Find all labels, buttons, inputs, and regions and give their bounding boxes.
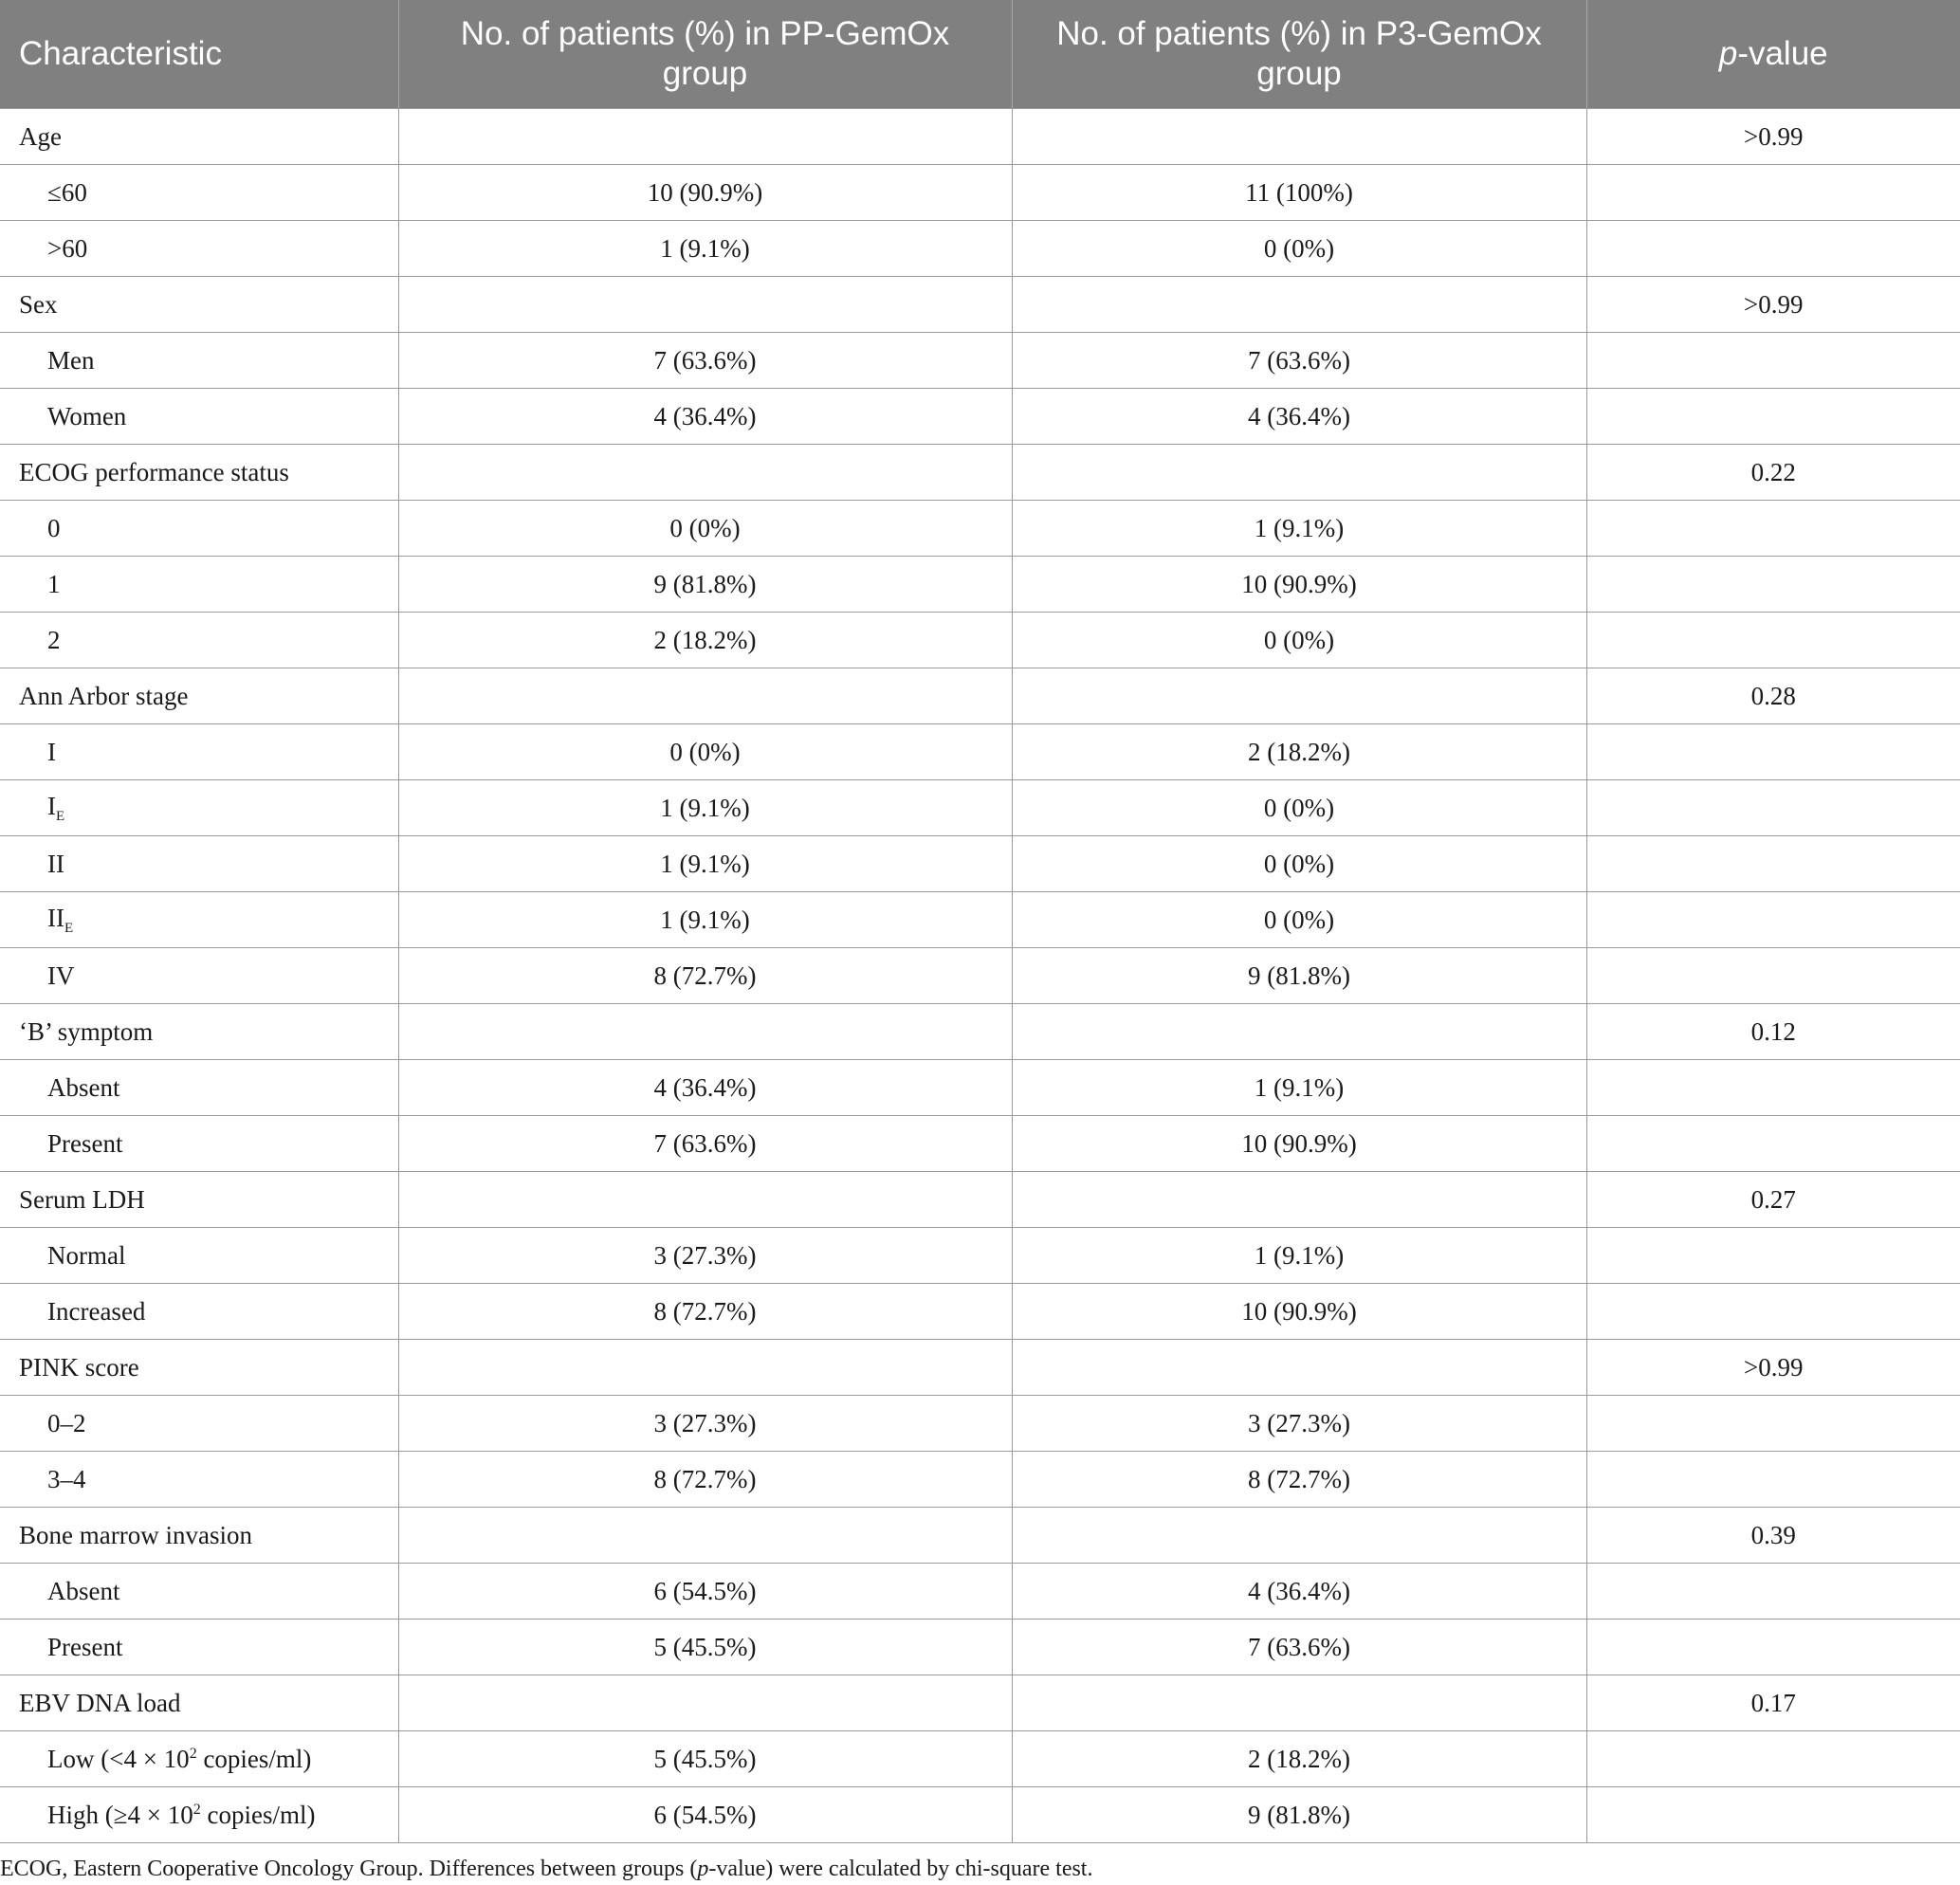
pp-gemox-cell: 10 (90.9%): [398, 165, 1012, 221]
p3-gemox-cell: 0 (0%): [1012, 780, 1586, 836]
characteristic-label: Normal: [47, 1240, 126, 1270]
pp-gemox-cell: [398, 1508, 1012, 1564]
category-row: [0, 668, 1960, 724]
label-tail: copies/ml): [200, 1800, 316, 1829]
footnote-part2: -value) were calculated by chi-square test.: [708, 1857, 1093, 1881]
p-value-cell: [1586, 501, 1960, 557]
label-tail: copies/ml): [196, 1744, 312, 1773]
pp-gemox-cell: [398, 1172, 1012, 1228]
characteristic-label: >60: [47, 233, 88, 263]
p-value-cell: [1586, 836, 1960, 892]
p3-gemox-cell: 10 (90.9%): [1012, 1116, 1586, 1172]
characteristic-cell: [0, 1731, 398, 1787]
characteristic-cell: [0, 1564, 398, 1620]
characteristic-cell: [0, 1004, 398, 1060]
p-value-cell: 0.27: [1586, 1172, 1960, 1228]
characteristic-cell: [0, 333, 398, 389]
label-superscript: 2: [192, 1801, 201, 1818]
table-row: [0, 165, 1960, 221]
characteristic-label: Women: [47, 401, 127, 430]
pp-gemox-cell: [398, 668, 1012, 724]
characteristic-label: 1: [47, 569, 61, 598]
p-value-cell: 0.17: [1586, 1675, 1960, 1731]
p-value-cell: >0.99: [1586, 109, 1960, 165]
p3-gemox-cell: 2 (18.2%): [1012, 1731, 1586, 1787]
characteristic-cell: [0, 277, 398, 333]
characteristic-cell: [0, 109, 398, 165]
footnote-p-italic: p: [697, 1857, 709, 1881]
category-row: [0, 109, 1960, 165]
characteristic-label: I: [47, 791, 56, 820]
category-row: [0, 445, 1960, 501]
characteristic-label: Bone marrow invasion: [19, 1520, 252, 1549]
p-value-cell: [1586, 724, 1960, 780]
pp-gemox-cell: 6 (54.5%): [398, 1564, 1012, 1620]
category-row: [0, 1004, 1960, 1060]
p-value-cell: [1586, 557, 1960, 613]
characteristic-cell: [0, 389, 398, 445]
category-row: [0, 1340, 1960, 1396]
table-row: [0, 1787, 1960, 1843]
pp-gemox-cell: 6 (54.5%): [398, 1787, 1012, 1843]
p-value-cell: 0.22: [1586, 445, 1960, 501]
p-value-cell: [1586, 1620, 1960, 1675]
pp-gemox-cell: [398, 1004, 1012, 1060]
table-row: [0, 780, 1960, 836]
pp-gemox-cell: 4 (36.4%): [398, 389, 1012, 445]
characteristic-cell: [0, 724, 398, 780]
characteristic-cell: [0, 1675, 398, 1731]
p3-gemox-cell: [1012, 1675, 1586, 1731]
header-characteristic: Characteristic: [0, 0, 398, 109]
p-value-cell: [1586, 1060, 1960, 1116]
p3-gemox-cell: 10 (90.9%): [1012, 557, 1586, 613]
p-value-cell: [1586, 1564, 1960, 1620]
table-row: [0, 724, 1960, 780]
characteristic-cell: [0, 836, 398, 892]
pp-gemox-cell: 0 (0%): [398, 724, 1012, 780]
pp-gemox-cell: [398, 109, 1012, 165]
p-value-cell: 0.28: [1586, 668, 1960, 724]
pp-gemox-cell: 2 (18.2%): [398, 613, 1012, 668]
table-row: [0, 1284, 1960, 1340]
pp-gemox-cell: 7 (63.6%): [398, 333, 1012, 389]
characteristic-label: Ann Arbor stage: [19, 681, 189, 710]
characteristic-label: High (≥4 × 10: [47, 1800, 193, 1829]
characteristic-label: Serum LDH: [19, 1184, 145, 1214]
p3-gemox-cell: 3 (27.3%): [1012, 1396, 1586, 1452]
table-row: [0, 501, 1960, 557]
table-row: [0, 221, 1960, 277]
p-value-cell: [1586, 892, 1960, 948]
characteristic-label: 0: [47, 513, 61, 542]
table-row: [0, 1116, 1960, 1172]
characteristic-cell: [0, 557, 398, 613]
pp-gemox-cell: 7 (63.6%): [398, 1116, 1012, 1172]
p3-gemox-cell: 1 (9.1%): [1012, 1060, 1586, 1116]
pp-gemox-cell: [398, 1340, 1012, 1396]
p3-gemox-cell: [1012, 277, 1586, 333]
pp-gemox-cell: 8 (72.7%): [398, 1452, 1012, 1508]
table-row: [0, 613, 1960, 668]
p-value-cell: [1586, 613, 1960, 668]
table-row: [0, 1620, 1960, 1675]
table-header: [0, 0, 1960, 109]
characteristic-label: Low (<4 × 10: [47, 1744, 190, 1773]
characteristic-cell: [0, 1620, 398, 1675]
characteristic-label: 2: [47, 625, 61, 654]
characteristic-cell: [0, 668, 398, 724]
table-row: [0, 1564, 1960, 1620]
p-value-cell: [1586, 165, 1960, 221]
p-value-cell: >0.99: [1586, 1340, 1960, 1396]
label-subscript: E: [64, 920, 74, 936]
table-row: [0, 1060, 1960, 1116]
characteristic-cell: [0, 780, 398, 836]
pp-gemox-cell: 9 (81.8%): [398, 557, 1012, 613]
table-row: [0, 836, 1960, 892]
p3-gemox-cell: 0 (0%): [1012, 221, 1586, 277]
characteristic-cell: [0, 613, 398, 668]
p3-gemox-cell: 0 (0%): [1012, 836, 1586, 892]
p3-gemox-cell: 9 (81.8%): [1012, 948, 1586, 1004]
table-body: [0, 109, 1960, 1843]
p-value-cell: [1586, 1116, 1960, 1172]
p3-gemox-cell: 0 (0%): [1012, 892, 1586, 948]
table-row: [0, 892, 1960, 948]
header-p-rest: -value: [1737, 35, 1828, 72]
pp-gemox-cell: [398, 1675, 1012, 1731]
label-superscript: 2: [189, 1745, 197, 1762]
p3-gemox-cell: [1012, 109, 1586, 165]
p3-gemox-cell: 7 (63.6%): [1012, 333, 1586, 389]
characteristic-label: Age: [19, 121, 62, 151]
p-value-cell: [1586, 780, 1960, 836]
characteristic-label: ≤60: [47, 177, 87, 207]
characteristic-label: Increased: [47, 1296, 146, 1326]
p3-gemox-cell: 4 (36.4%): [1012, 389, 1586, 445]
p3-gemox-cell: 1 (9.1%): [1012, 1228, 1586, 1284]
table-row: [0, 948, 1960, 1004]
pp-gemox-cell: 1 (9.1%): [398, 836, 1012, 892]
characteristic-cell: [0, 1787, 398, 1843]
characteristic-cell: [0, 1172, 398, 1228]
characteristic-cell: [0, 1060, 398, 1116]
pp-gemox-cell: 5 (45.5%): [398, 1620, 1012, 1675]
characteristic-label: Absent: [47, 1576, 120, 1605]
characteristic-label: Present: [47, 1128, 123, 1158]
p3-gemox-cell: 4 (36.4%): [1012, 1564, 1586, 1620]
table-footnote: [0, 1857, 1960, 1882]
characteristic-label: 0–2: [47, 1408, 86, 1437]
pp-gemox-cell: 5 (45.5%): [398, 1731, 1012, 1787]
p-value-cell: 0.12: [1586, 1004, 1960, 1060]
header-p-italic: p: [1718, 35, 1738, 72]
pp-gemox-cell: 4 (36.4%): [398, 1060, 1012, 1116]
category-row: [0, 277, 1960, 333]
p3-gemox-cell: [1012, 1508, 1586, 1564]
p-value-cell: 0.39: [1586, 1508, 1960, 1564]
p3-gemox-cell: [1012, 1172, 1586, 1228]
characteristic-label: Present: [47, 1632, 123, 1661]
characteristic-label: Men: [47, 345, 95, 375]
p-value-cell: [1586, 1452, 1960, 1508]
characteristic-label: I: [47, 737, 56, 766]
table-row: [0, 389, 1960, 445]
characteristic-label: PINK score: [19, 1352, 139, 1382]
pp-gemox-cell: [398, 445, 1012, 501]
p-value-cell: [1586, 1396, 1960, 1452]
characteristic-cell: [0, 1452, 398, 1508]
footnote-part1: ECOG, Eastern Cooperative Oncology Group. Differences between groups (: [0, 1857, 698, 1881]
p3-gemox-cell: 1 (9.1%): [1012, 501, 1586, 557]
characteristic-cell: [0, 1340, 398, 1396]
p3-gemox-cell: 11 (100%): [1012, 165, 1586, 221]
p3-gemox-cell: 9 (81.8%): [1012, 1787, 1586, 1843]
characteristic-cell: [0, 892, 398, 948]
characteristic-label: IV: [47, 961, 75, 990]
characteristic-label: ECOG performance status: [19, 457, 289, 486]
pp-gemox-cell: 1 (9.1%): [398, 221, 1012, 277]
characteristic-cell: [0, 165, 398, 221]
p-value-cell: [1586, 1228, 1960, 1284]
pp-gemox-cell: 8 (72.7%): [398, 948, 1012, 1004]
header-p3-gemox: No. of patients (%) in P3-GemOx group: [1012, 0, 1586, 109]
characteristic-label: EBV DNA load: [19, 1688, 181, 1717]
header-pp-gemox: No. of patients (%) in PP-GemOx group: [398, 0, 1012, 109]
p-value-cell: [1586, 333, 1960, 389]
p-value-cell: [1586, 221, 1960, 277]
p3-gemox-cell: 7 (63.6%): [1012, 1620, 1586, 1675]
p3-gemox-cell: [1012, 445, 1586, 501]
p-value-cell: [1586, 389, 1960, 445]
table-row: [0, 1731, 1960, 1787]
table-row: [0, 1228, 1960, 1284]
p3-gemox-cell: 8 (72.7%): [1012, 1452, 1586, 1508]
pp-gemox-cell: 3 (27.3%): [398, 1396, 1012, 1452]
p3-gemox-cell: 2 (18.2%): [1012, 724, 1586, 780]
table-row: [0, 557, 1960, 613]
characteristic-cell: [0, 1284, 398, 1340]
characteristic-cell: [0, 1396, 398, 1452]
label-subscript: E: [56, 808, 65, 824]
header-p-value: [1586, 0, 1960, 109]
category-row: [0, 1508, 1960, 1564]
p3-gemox-cell: 10 (90.9%): [1012, 1284, 1586, 1340]
characteristic-label: ‘B’ symptom: [19, 1016, 154, 1046]
characteristic-cell: [0, 948, 398, 1004]
characteristic-cell: [0, 1116, 398, 1172]
pp-gemox-cell: 0 (0%): [398, 501, 1012, 557]
characteristic-label: II: [47, 903, 64, 932]
characteristic-cell: [0, 501, 398, 557]
p-value-cell: >0.99: [1586, 277, 1960, 333]
p3-gemox-cell: 0 (0%): [1012, 613, 1586, 668]
characteristic-label: II: [47, 849, 64, 878]
p3-gemox-cell: [1012, 1340, 1586, 1396]
characteristic-label: 3–4: [47, 1464, 86, 1493]
pp-gemox-cell: 1 (9.1%): [398, 892, 1012, 948]
characteristic-cell: [0, 1508, 398, 1564]
characteristic-cell: [0, 1228, 398, 1284]
pp-gemox-cell: 3 (27.3%): [398, 1228, 1012, 1284]
category-row: [0, 1675, 1960, 1731]
characteristic-cell: [0, 445, 398, 501]
p-value-cell: [1586, 1787, 1960, 1843]
pp-gemox-cell: [398, 277, 1012, 333]
p-value-cell: [1586, 948, 1960, 1004]
p-value-cell: [1586, 1731, 1960, 1787]
characteristic-cell: [0, 221, 398, 277]
characteristic-label: Sex: [19, 289, 58, 319]
category-row: [0, 1172, 1960, 1228]
table-row: [0, 333, 1960, 389]
characteristic-label: Absent: [47, 1072, 120, 1102]
table-row: [0, 1396, 1960, 1452]
p-value-cell: [1586, 1284, 1960, 1340]
p3-gemox-cell: [1012, 1004, 1586, 1060]
pp-gemox-cell: 1 (9.1%): [398, 780, 1012, 836]
p3-gemox-cell: [1012, 668, 1586, 724]
pp-gemox-cell: 8 (72.7%): [398, 1284, 1012, 1340]
header-row: [0, 0, 1960, 109]
table-row: [0, 1452, 1960, 1508]
